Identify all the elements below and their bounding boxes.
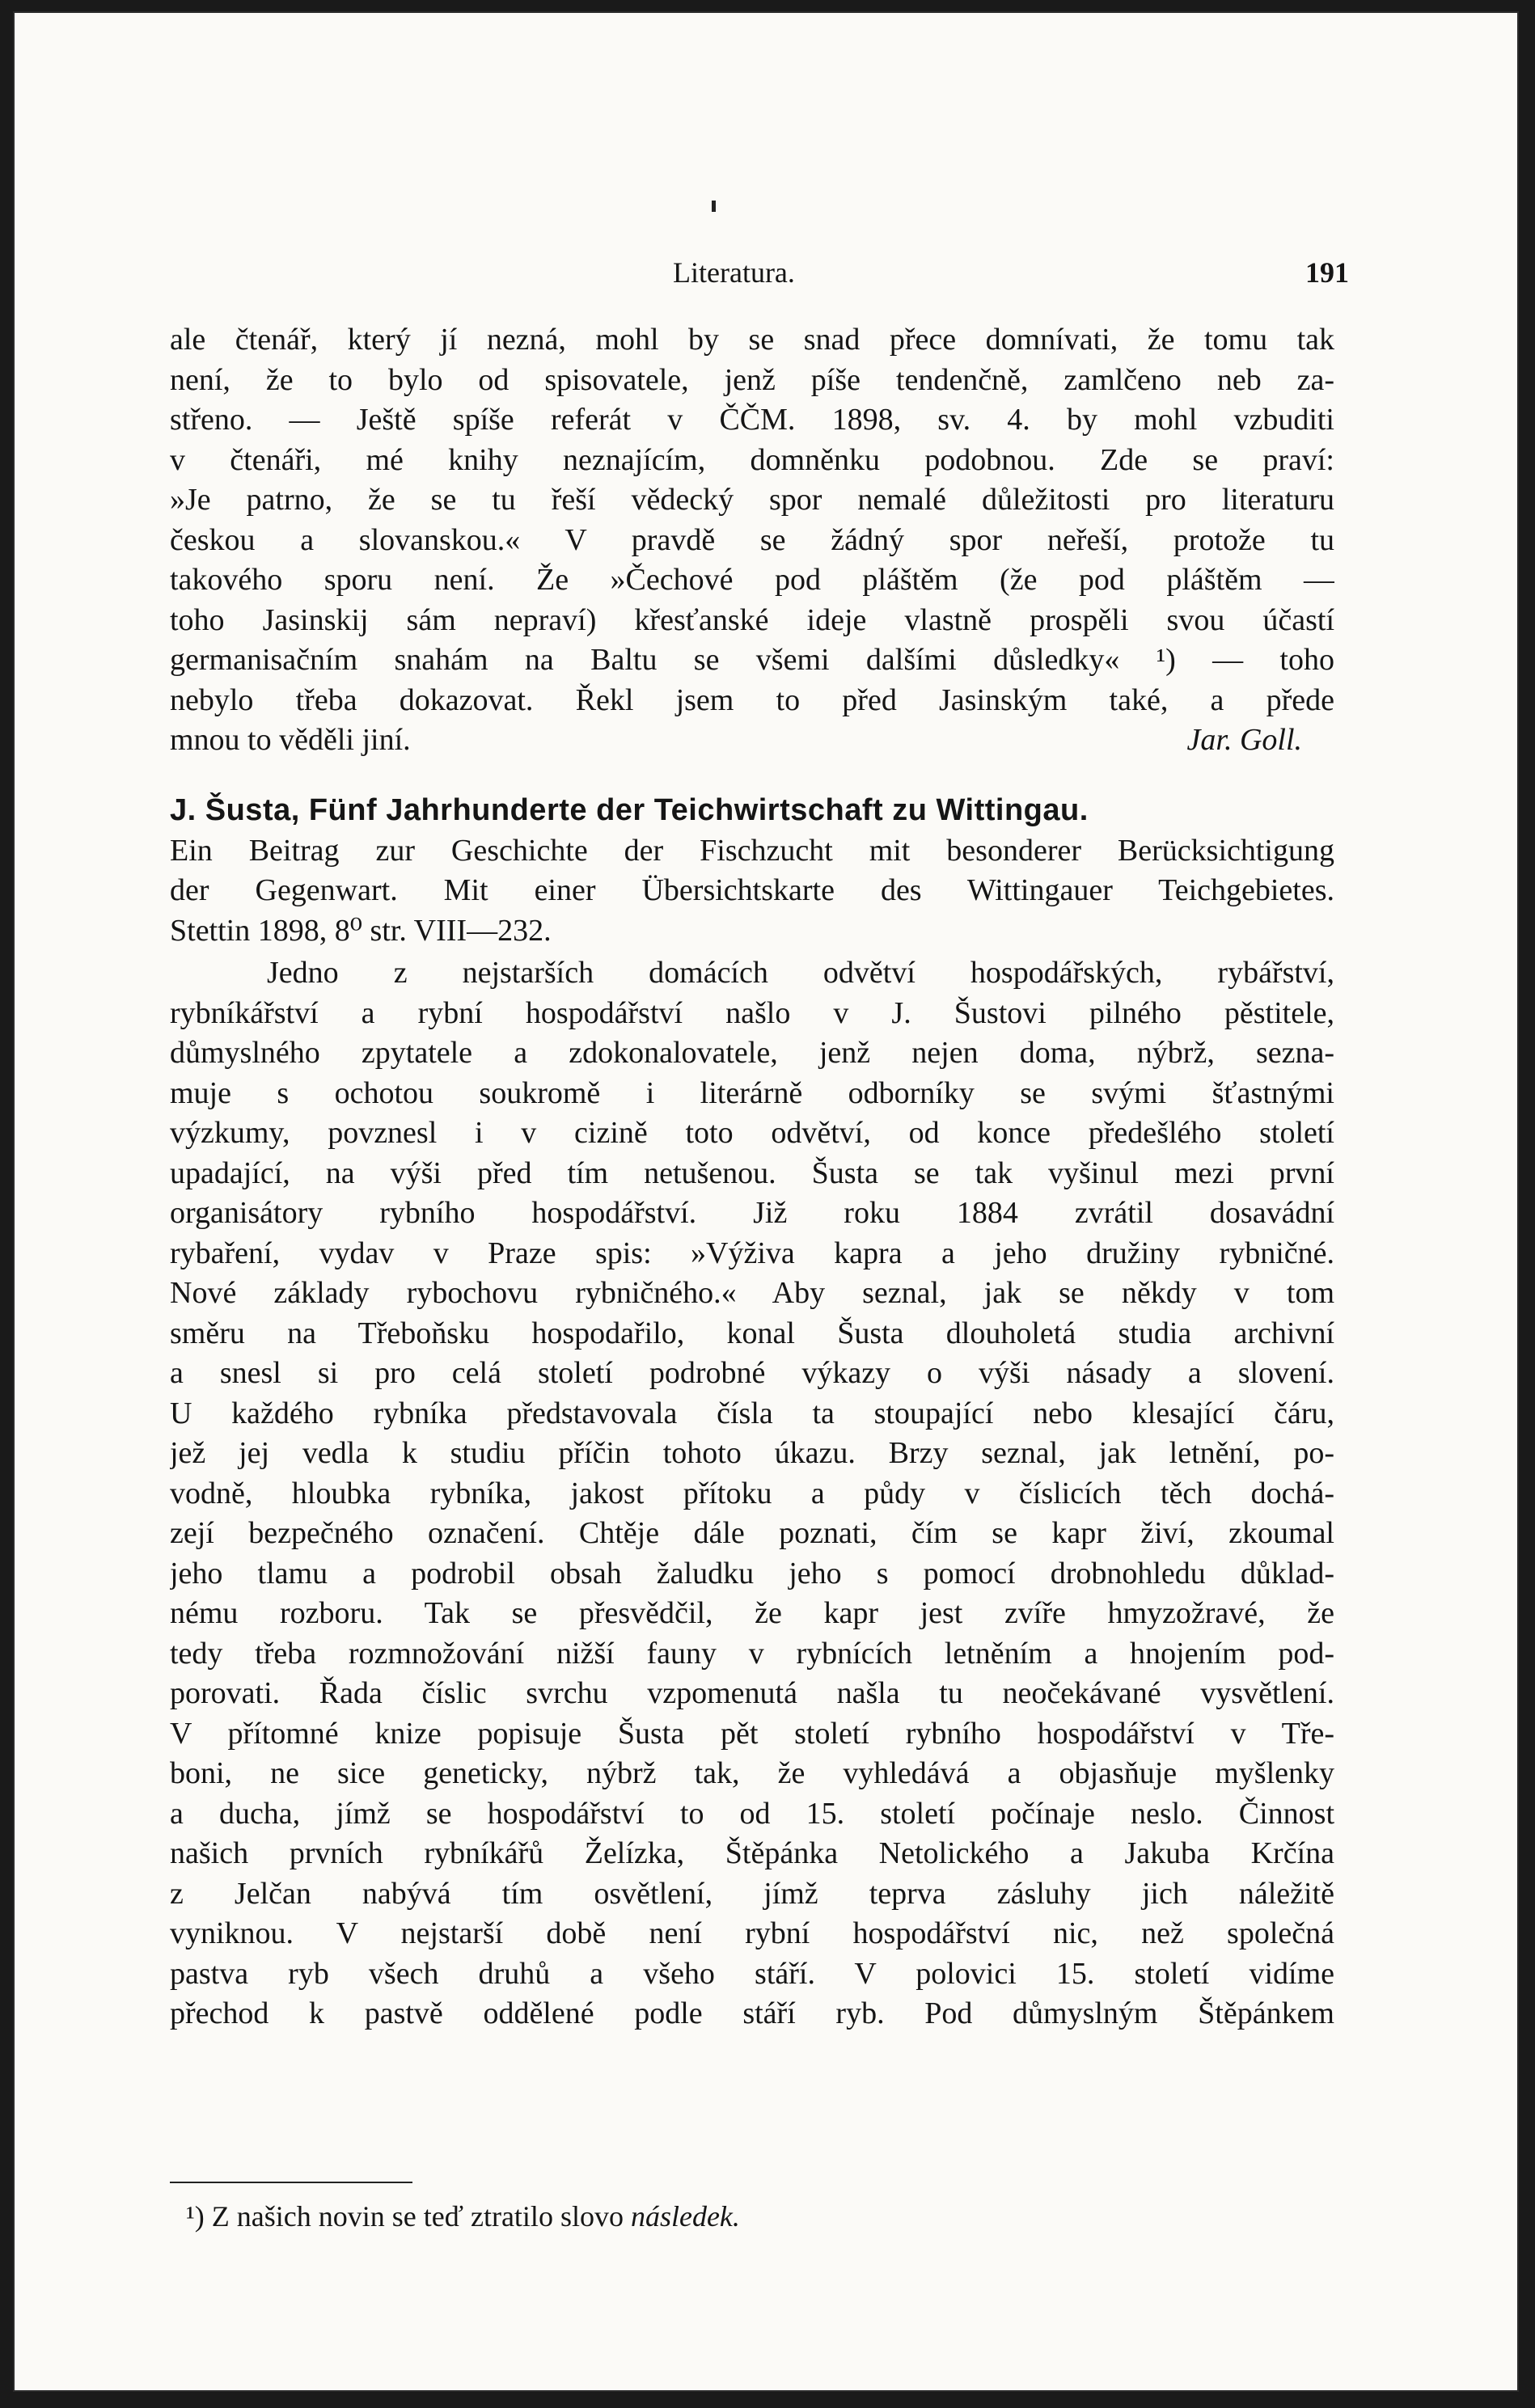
review-goll	[170, 320, 1334, 761]
text-line: není, že to bylo od spisovatele, jenž píše tendenčně, zamlčeno neb za-	[170, 362, 1334, 397]
text-line: nému rozboru. Tak se přesvědčil, že kapr jest zvíře hmyzožravé, že	[170, 1596, 1334, 1630]
text-line: zejí bezpečného označení. Chtěje dále poznati, čím se kapr živí, zkoumal	[170, 1516, 1334, 1550]
text-line: organisátory rybního hospodářství. Již roku 1884 zvrátil dosavádní	[170, 1196, 1334, 1230]
text-line: a snesl si pro celá století podrobné výkazy o výši násady a slovení.	[170, 1356, 1334, 1390]
text-line: jež jej vedla k studiu příčin tohoto úkazu. Brzy seznal, jak letnění, po-	[170, 1436, 1334, 1470]
text-line: porovati. Řada číslic svrchu vzpomenutá našla tu neočekávané vysvětlení.	[170, 1676, 1334, 1710]
text-line: germanisačním snahám na Baltu se všemi dalšími důsledky« ¹) — toho	[170, 643, 1334, 677]
text-line: U každého rybníka představovala čísla ta stoupající nebo klesající čáru,	[170, 1396, 1334, 1430]
subtitle-line: Ein Beitrag zur Geschichte der Fischzucht mit besonderer Berücksichtigung	[170, 833, 1334, 868]
subtitle-line: der Gegenwart. Mit einer Übersichtskarte des Wittingauer Teichgebietes.	[170, 873, 1334, 907]
text-line: Jedno z nejstarších domácích odvětví hospodářských, rybářství,	[267, 956, 1334, 990]
text-line: ale čtenář, který jí nezná, mohl by se snad přece domnívati, že tomu tak	[170, 323, 1334, 357]
footnote-emphasis: následek.	[630, 2200, 740, 2233]
text-line: vyniknou. V nejstarší době není rybní hospodářství nic, než společná	[170, 1916, 1334, 1950]
text-line: našich prvních rybníkářů Želízka, Štěpánka Netolického a Jakuba Krčína	[170, 1836, 1334, 1870]
text-line: V přítomné knize popisuje Šusta pět století rybního hospodářství v Tře-	[170, 1716, 1334, 1751]
footnote-marker: ¹)	[186, 2200, 205, 2233]
footnote-rule	[170, 2182, 412, 2183]
text-line: výzkumy, povznesl i v cizině toto odvětví, od konce předešlého století	[170, 1116, 1334, 1150]
footnote-text: Z našich novin se teď ztratilo slovo	[211, 2200, 624, 2233]
text-line: rybaření, vydav v Praze spis: »Výživa kapra a jeho družiny rybničné.	[170, 1236, 1334, 1270]
text-line: tedy třeba rozmnožování nižší fauny v rybnících letněním a hnojením pod-	[170, 1636, 1334, 1671]
text-line: směru na Třeboňsku hospodařilo, konal Šusta dlouholetá studia archivní	[170, 1316, 1334, 1350]
text-line: pastva ryb všech druhů a všeho stáří. V polovici 15. století vidíme	[170, 1956, 1334, 1991]
review-susta-header	[170, 791, 1334, 951]
header-title: Literatura.	[673, 256, 795, 289]
text-line: upadající, na výši před tím netušenou. Šusta se tak vyšinul mezi první	[170, 1155, 1334, 1190]
signature: Jar. Goll.	[1186, 723, 1302, 757]
running-header	[184, 256, 1349, 296]
text-line: takového sporu není. Že »Čechové pod pláštěm (že pod pláštěm —	[170, 563, 1334, 597]
text-line: českou a slovanskou.« V pravdě se žádný spor neřeší, protože tu	[170, 522, 1334, 557]
text-line: a ducha, jímž se hospodářství to od 15. století počínaje neslo. Činnost	[170, 1796, 1334, 1831]
text-line: Nové základy rybochovu rybničného.« Aby seznal, jak se někdy v tom	[170, 1276, 1334, 1310]
text-line: v čtenáři, mé knihy neznajícím, domněnku podobnou. Zde se praví:	[170, 442, 1334, 477]
footnote	[186, 2199, 740, 2233]
review-heading-text: J. Šusta, Fünf Jahrhunderte der Teichwirtschaft zu Wittingau.	[170, 793, 1089, 827]
imprint: Stettin 1898, 8⁰ str. VIII—232.	[170, 913, 552, 948]
page-mark	[712, 201, 716, 212]
text-line: z Jelčan nabývá tím osvětlení, jímž teprva zásluhy jich náležitě	[170, 1876, 1334, 1911]
text-line: střeno. — Ještě spíše referát v ČČM. 1898, sv. 4. by mohl vzbuditi	[170, 403, 1334, 437]
page-number: 191	[1305, 256, 1349, 289]
closing-line	[170, 720, 1334, 761]
review-susta-body	[170, 953, 1334, 2034]
text-line: boni, ne sice geneticky, nýbrž tak, že vyhledává a objasňuje myšlenky	[170, 1756, 1334, 1790]
text-line: přechod k pastvě oddělené podle stáří ryb. Pod důmyslným Štěpánkem	[170, 1996, 1334, 2030]
text-line: muje s ochotou soukromě i literárně odborníky se svými šťastnými	[170, 1075, 1334, 1110]
text-line: vodně, hloubka rybníka, jakost přítoku a půdy v číslicích těch dochá-	[170, 1476, 1334, 1510]
text-line: důmyslného zpytatele a zdokonalovatele, jenž nejen doma, nýbrž, sezna-	[170, 1036, 1334, 1070]
text-line: mnou to věděli jiní.	[170, 723, 411, 757]
text-line: nebylo třeba dokazovat. Řekl jsem to před Jasinským také, a přede	[170, 682, 1334, 717]
review-heading	[170, 791, 1334, 831]
text-line: toho Jasinskij sám nepraví) křesťanské ideje vlastně prospěli svou účastí	[170, 602, 1334, 637]
text-line: »Je patrno, že se tu řeší vědecký spor nemalé důležitosti pro literaturu	[170, 483, 1334, 517]
text-line: jeho tlamu a podrobil obsah žaludku jeho s pomocí drobnohledu důklad-	[170, 1556, 1334, 1591]
text-line: rybníkářství a rybní hospodářství našlo v J. Šustovi pilného pěstitele,	[170, 995, 1334, 1030]
